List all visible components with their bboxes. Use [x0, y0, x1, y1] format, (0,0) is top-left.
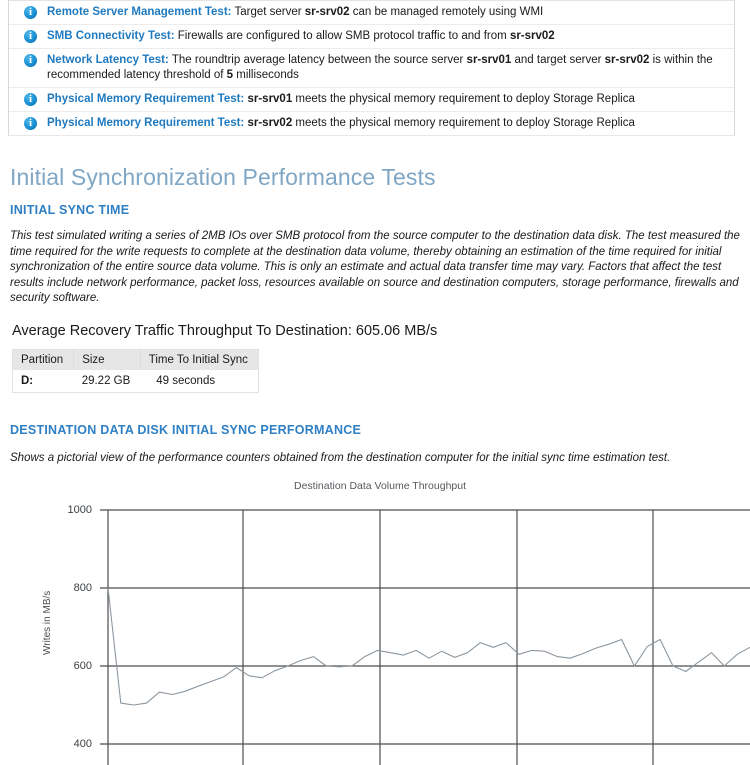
cell-time-to-initial-sync: 49 seconds — [140, 370, 258, 393]
column-header-time-to-initial-sync: Time To Initial Sync — [140, 349, 258, 370]
cell-partition: D: — [13, 370, 74, 393]
info-icon — [24, 6, 37, 19]
test-detail-3: sr-srv01 meets the physical memory requirement to deploy Storage Replica — [247, 93, 635, 105]
test-name-label: Network Latency Test: — [47, 54, 169, 66]
test-result-row — [9, 111, 734, 135]
test-result-row — [9, 24, 734, 48]
table-header-row — [13, 349, 259, 370]
test-result-text — [47, 116, 726, 131]
table-row — [13, 370, 259, 393]
column-header-partition: Partition — [13, 349, 74, 370]
test-name-label: SMB Connectivity Test: — [47, 30, 175, 42]
cell-size: 29.22 GB — [74, 370, 141, 393]
chart-ytick-1000: 1000 — [67, 504, 92, 516]
chart-title: Destination Data Volume Throughput — [294, 480, 466, 492]
test-result-row — [9, 48, 734, 87]
info-icon — [24, 54, 37, 67]
description-destination-disk: Shows a pictorial view of the performance counters obtained from the destination computer for the initial sync time estimation test. — [10, 451, 671, 464]
test-detail-0: Target server sr-srv02 can be managed remotely using WMI — [231, 6, 544, 18]
chart-y-axis-label: Writes in MB/s — [42, 590, 53, 655]
chart-plot-area — [0, 480, 750, 765]
column-header-size: Size — [74, 349, 141, 370]
info-icon — [24, 30, 37, 43]
info-icon — [24, 117, 37, 130]
chart-ytick-600: 600 — [73, 660, 92, 672]
chart-ytick-800: 800 — [73, 582, 92, 594]
subheading-destination-data-disk: DESTINATION DATA DISK INITIAL SYNC PERFORMANCE — [10, 422, 362, 437]
chart-ytick-400: 400 — [73, 738, 92, 750]
info-icon — [24, 93, 37, 106]
test-result-text — [47, 53, 726, 83]
description-initial-sync: This test simulated writing a series of 2MB IOs over SMB protocol from the source computer to the destination data disk. The test measured the time required for the write requests to complete at the destination data volume, thereby obtaining an estimation of the time required for initial synchronization of the entire source data volume. This is only an estimate and actual data transfer time may vary. Factors that affect the test results include network performance, packet loss, resources available on source and destination computers, storage performance, firewalls and security software. — [10, 230, 740, 304]
test-name-label: Physical Memory Requirement Test: — [47, 93, 245, 105]
subheading-initial-sync-time: INITIAL SYNC TIME — [10, 203, 130, 217]
test-name-label: Physical Memory Requirement Test: — [47, 117, 245, 129]
test-detail-4: sr-srv02 meets the physical memory requirement to deploy Storage Replica — [247, 117, 635, 129]
test-result-row — [9, 0, 734, 24]
test-result-text — [47, 5, 726, 20]
test-result-row — [9, 87, 734, 111]
test-detail-1: Firewalls are configured to allow SMB protocol traffic to and from sr-srv02 — [174, 30, 555, 42]
test-results-list — [8, 0, 735, 136]
test-name-label: Remote Server Management Test: — [47, 6, 232, 18]
test-result-text — [47, 92, 726, 107]
test-result-text — [47, 29, 726, 44]
average-throughput-label: Average Recovery Traffic Throughput To Destination: 605.06 MB/s — [12, 322, 438, 339]
test-detail-2: The roundtrip average latency between the source server sr-srv01 and target server sr-srv02 is within the recommended latency threshold of 5 milliseconds — [47, 54, 713, 81]
page-title: Initial Synchronization Performance Tests — [10, 164, 436, 190]
initial-sync-table — [12, 349, 259, 393]
throughput-chart — [0, 480, 750, 765]
